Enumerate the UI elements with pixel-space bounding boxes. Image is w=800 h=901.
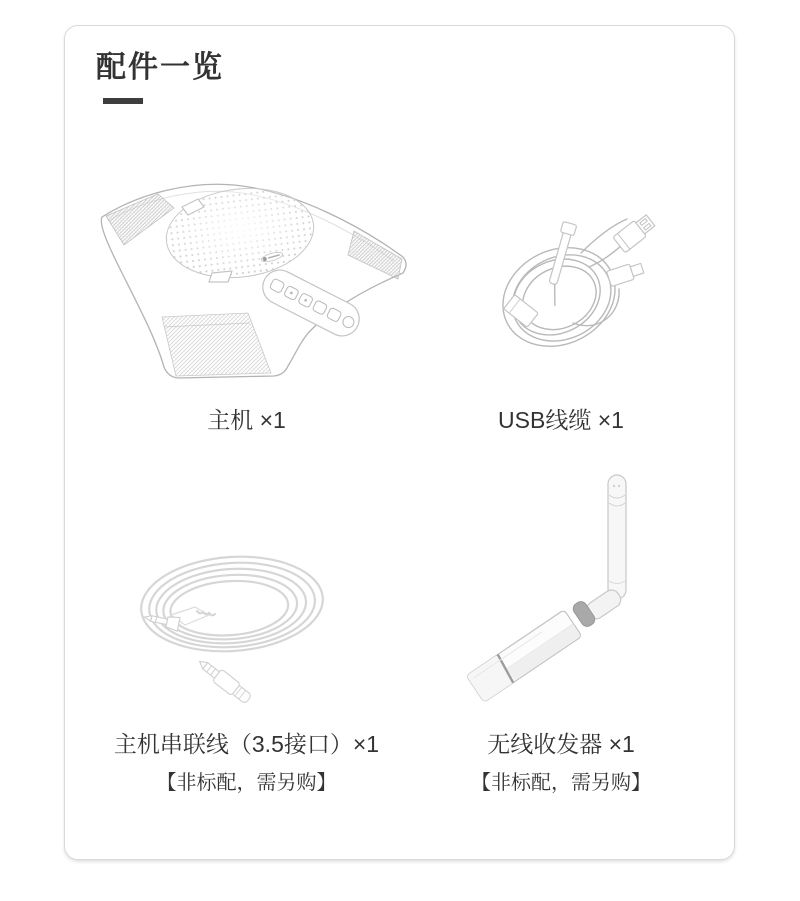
aux-plug-large — [195, 656, 253, 706]
grille-tab-bottom — [209, 271, 232, 282]
cable-coil — [138, 551, 326, 657]
item-label-wireless-transceiver: 无线收发器 ×1 — [487, 731, 635, 757]
item-label-daisy-chain-cable: 主机串联线（3.5接口）×1 — [113, 731, 380, 757]
wireless-dongle-drawing — [467, 453, 637, 709]
item-note-daisy-chain-cable: 【非标配，需另购】 — [156, 772, 337, 794]
usb-cable-drawing — [469, 193, 665, 365]
item-label-usb-cable: USB线缆 ×1 — [498, 407, 624, 433]
item-note-wireless-transceiver: 【非标配，需另购】 — [471, 772, 651, 794]
ferrite-block — [504, 295, 539, 328]
aux-cable-illustration — [129, 549, 341, 715]
usb-plug-end — [607, 261, 645, 287]
antenna — [608, 475, 626, 599]
usb-cable-illustration — [469, 193, 665, 365]
wireless-dongle-illustration — [467, 453, 637, 709]
section-title: 配件一览 — [96, 51, 224, 84]
item-label-main-unit: 主机 ×1 — [207, 407, 286, 433]
aux-cable-drawing — [129, 549, 341, 715]
speakerphone-illustration — [98, 169, 410, 381]
dongle-body — [467, 610, 582, 703]
cable-tie-strap — [540, 221, 577, 305]
speakerphone-drawing — [98, 169, 410, 381]
title-underline — [103, 98, 143, 104]
accessories-card — [64, 25, 735, 860]
